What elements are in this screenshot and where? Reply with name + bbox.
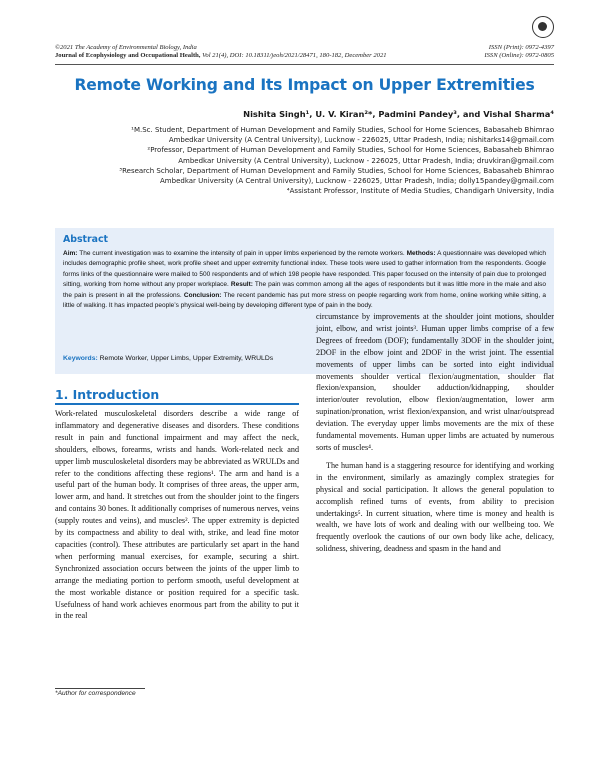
conclusion-text: The recent pandemic has put more stress on people regarding work from home, online working while sitting, a little of walking. It has impacted people’s physical well-being by developing different type of pain in the body. <box>63 291 546 310</box>
body-column-left <box>55 408 299 622</box>
keywords <box>63 355 273 362</box>
result-label: Result: <box>230 281 253 289</box>
methods-text: A questionnaire was developed which includes demographic profile sheet, work profile sheet and upper extremity functional index. These tools were used to gather information from the respondents. Google forms links of the questionnaire were mailed to 500 respondents and of which 198 people have responded. This paper focused on the intensity of pain due to prolonged sitting, working from home without any proper workplace. <box>63 250 546 289</box>
issn-block <box>484 44 554 60</box>
issn-online: ISSN (Online): 0972-0805 <box>484 52 554 59</box>
copyright-line: ©2021 The Academy of Environmental Biology, India <box>55 44 197 51</box>
section-underline <box>55 403 299 405</box>
journal-header <box>55 44 387 60</box>
paper-title: Remote Working and Its Impact on Upper Extremities <box>74 76 535 94</box>
citation-details: Vol 21(4), DOI: 10.18311/jeoh/2021/28471, 180-182, December 2021 <box>200 52 387 59</box>
issn-print: ISSN (Print): 0972-4397 <box>488 44 554 51</box>
author-list: Nishita Singh¹, U. V. Kiran²*, Padmini Pandey³, and Vishal Sharma⁴ <box>243 109 554 119</box>
aim-text: The current investigation was to examine the intensity of pain in upper limbs experienced by the remote workers. <box>77 250 407 257</box>
abstract-text <box>63 249 546 311</box>
affiliation-line: Ambedkar University (A Central University), Lucknow - 226025, Uttar Pradesh, India; dolly15pandey@gmail.com <box>160 177 554 186</box>
header-divider <box>55 64 554 65</box>
affiliation-line: ⁴Assistant Professor, Institute of Media Studies, Chandigarh University, India <box>286 187 554 196</box>
footnote-divider <box>55 688 145 689</box>
paragraph: Work-related musculoskeletal disorders describe a wide range of inflammatory and degenerative diseases and disorders. These conditions result in pain and functional impairment and may affect the neck, shoulders, elbows, forearms, wrists and hands. Work-related neck and upper limb musculoskeletal disorders may be abbreviated as WRULDs and refer to the conditions affecting these regions¹. The arm and hand is a useful part of the human body. It comprises of three areas, the upper arm, lower arm, and hand. It stretches out from the shoulder joint to the fingers and contains 30 bones. It additionally comprises of numerous nerves, veins (supply routes and veins), and muscles². The upper extremity is depicted by its compactness and ability to deal with, strike, and lead fine motor capacities (control). These attributes are particularly set apart in the hand when performing manual exercises, for example, securing a shirt. Synchronized association occurs between the joints of the upper limb to arrange the mediating portion to perform smooth, useful development at the most workable distance or position required for a specific task. Usefulness of hand work achieves enormous part from the ability to put it in the real <box>55 409 299 621</box>
section-heading-introduction: 1. Introduction <box>55 387 160 402</box>
affiliations <box>34 125 554 196</box>
journal-name: Journal of Ecophysiology and Occupational Health, <box>55 52 201 59</box>
affiliation-line: ³Research Scholar, Department of Human Development and Family Studies, School for Home Sciences, Babasaheb Bhimrao <box>119 166 554 175</box>
affiliation-line: ²Professor, Department of Human Development and Family Studies, School for Home Sciences, Babasaheb Bhimrao <box>147 146 554 155</box>
corresponding-author-footnote: *Author for correspondence <box>55 690 136 697</box>
conclusion-label: Conclusion: <box>183 291 222 299</box>
methods-label: Methods: <box>406 250 436 257</box>
paragraph: The human hand is a staggering resource for identifying and working in the environment, similarly as amazingly complex strategies for physical and social participation. It allows the general population to accomplish refined turns of events, from ability to precision undertakings⁵. In current situation, where time is money and health is wealth, we have lots of work and dealing with our wellbeing too. We frequently overlook the cautions of our own body like ache, delicacy, solidness, shivering, deadness and spasm in the hand and <box>316 460 554 554</box>
aim-label: Aim: <box>63 250 78 257</box>
journal-logo <box>532 16 554 38</box>
result-text: The pain was common among all the ages of respondents but it was little more in the male and also the pain is present in all the professions. <box>63 281 546 299</box>
paragraph: circumstance by improvements at the shoulder joint motions, shoulder joint, elbow, and wrist joints³. Human upper limbs comprise of a few Degrees of freedom (DOF); fundamentally 3DOF in the shoulder joint, 2DOF in the elbow joint and 2DOF in the wrist joint. The essential movements of upper limbs can be sorted into eight individual movements shoulder vertical flexion/augmentation, shoulder flat flexion/expansion, shoulder adduction/kidnapping, shoulder interior/outer revolution, elbow flexion/augmentation, lower arm supination/pronation, wrist flexion/expansion, and wrist ulnar/outspread deviation. The everyday upper limbs movements are the mix of these fundamental movements. Human upper limbs are actuated by numerous sorts of muscles⁴. <box>316 312 554 452</box>
citation-line <box>55 52 387 60</box>
keywords-text: Remote Worker, Upper Limbs, Upper Extremity, WRULDs <box>97 355 274 362</box>
body-column-right <box>316 311 554 555</box>
affiliation-line: Ambedkar University (A Central University), Lucknow - 226025, Uttar Pradesh, India; nishitarks14@gmail.com <box>168 136 554 145</box>
affiliation-line: Ambedkar University (A Central University), Lucknow - 226025, Uttar Pradesh, India; druvkiran@gmail.com <box>178 156 554 165</box>
affiliation-line: ¹M.Sc. Student, Department of Human Development and Family Studies, School for Home Sciences, Babasaheb Bhimrao <box>131 126 554 134</box>
keywords-label: Keywords: <box>63 355 98 362</box>
abstract-heading: Abstract <box>63 234 109 245</box>
